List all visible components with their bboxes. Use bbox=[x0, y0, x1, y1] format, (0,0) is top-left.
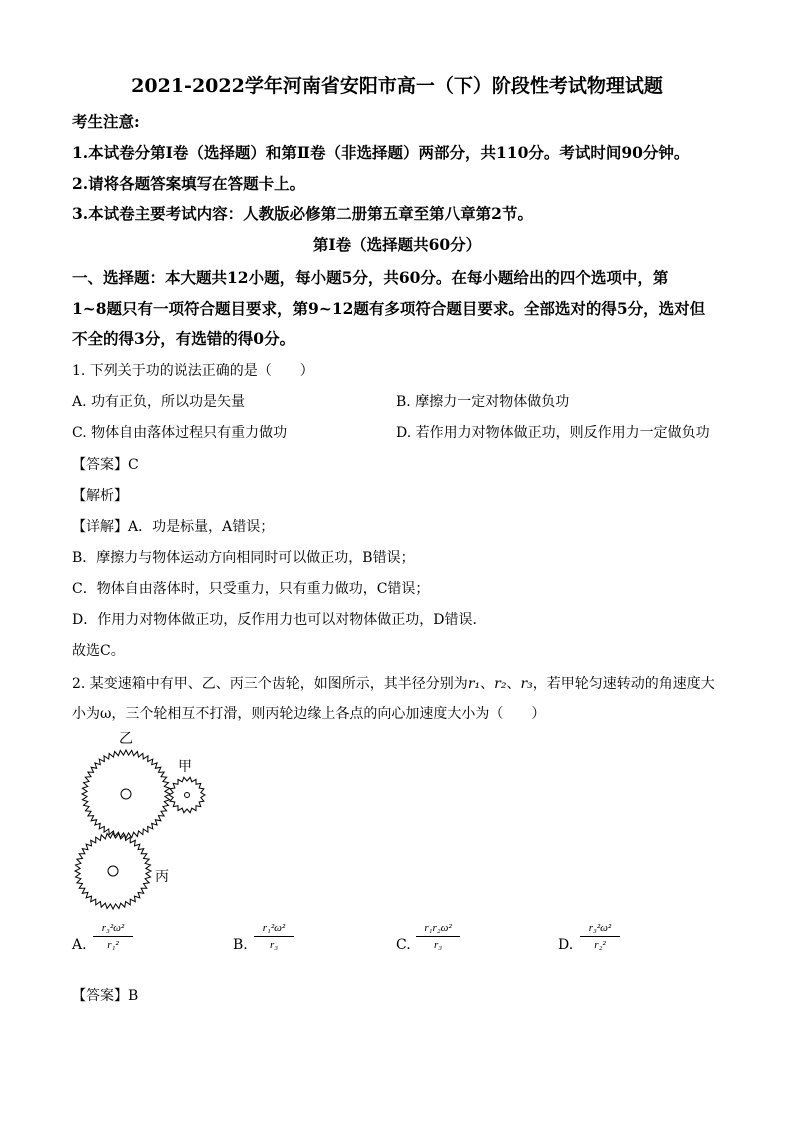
q2-option-c-fraction bbox=[416, 922, 460, 951]
q2-option-d-label: D. bbox=[558, 937, 574, 953]
section-title: 第Ⅰ卷（选择题共60分） bbox=[312, 235, 482, 254]
q1-option-d: D. 若作用力对物体做正功，则反作用力一定做负功 bbox=[396, 425, 710, 441]
gear-bing-hub bbox=[108, 866, 118, 876]
gear-label-bing: 丙 bbox=[155, 869, 169, 885]
q2-stem-line-2: 小为ω，三个轮相互不打滑，则丙轮边缘上各点的向心加速度大小为（ ） bbox=[72, 706, 546, 722]
section-instructions-line-1: 一、选择题：本大题共12小题，每小题5分，共60分。在每小题给出的四个选项中，第 bbox=[72, 268, 669, 287]
q1-option-c: C. 物体自由落体过程只有重力做功 bbox=[72, 425, 288, 441]
gear-yi-hub bbox=[121, 789, 131, 799]
q1-analysis: 【解析】 bbox=[72, 488, 128, 504]
notice-item-1: 1.本试卷分第Ⅰ卷（选择题）和第Ⅱ卷（非选择题）两部分，共110分。考试时间90分钟。 bbox=[72, 143, 690, 162]
q2-option-c-numerator: r₁r₂ω² bbox=[424, 922, 452, 934]
q2-sep-2: 、 bbox=[506, 676, 521, 692]
q2-r2: r₂ bbox=[494, 676, 507, 692]
fraction-bar bbox=[254, 936, 294, 937]
q1-detail-4: D．作用力对物体做正功，反作用力也可以对物体做正功，D错误． bbox=[72, 612, 487, 628]
q2-stem-part-b: ，若甲轮匀速转动的角速度大 bbox=[532, 676, 715, 692]
notice-heading: 考生注意: bbox=[72, 112, 140, 131]
q2-r3: r₃ bbox=[520, 676, 533, 692]
q1-answer: 【答案】C bbox=[72, 457, 139, 473]
gear-diagram bbox=[60, 728, 230, 918]
q2-option-d-fraction bbox=[580, 922, 620, 951]
q1-detail-2: B．摩擦力与物体运动方向相同时可以做正功，B错误； bbox=[72, 550, 415, 566]
q1-conclusion: 故选C。 bbox=[72, 643, 125, 659]
q2-sep-1: 、 bbox=[480, 676, 495, 692]
page-title: 2021-2022学年河南省安阳市高一（下）阶段性考试物理试题 bbox=[131, 75, 663, 97]
gear-jia-teeth bbox=[169, 777, 205, 812]
q1-detail-1: 【详解】A．功是标量，A错误； bbox=[72, 519, 275, 535]
q2-option-a-fraction bbox=[93, 922, 133, 951]
gear-jia-hub bbox=[185, 793, 190, 798]
q2-option-a-label: A. bbox=[72, 937, 87, 953]
fraction-bar bbox=[416, 936, 460, 937]
fraction-bar bbox=[580, 936, 620, 937]
q2-option-d-denominator: r₂² bbox=[594, 939, 606, 951]
section-instructions-line-2: 1~8题只有一项符合题目要求，第9~12题有多项符合题目要求。全部选对的得5分，选对但 bbox=[72, 299, 706, 318]
q2-option-b-fraction bbox=[254, 922, 294, 951]
q2-answer: 【答案】B bbox=[72, 988, 139, 1004]
q2-option-c-denominator: r₃ bbox=[433, 939, 443, 951]
notice-item-2: 2.请将各题答案填写在答题卡上。 bbox=[72, 174, 306, 193]
q2-option-a-numerator: r₃²ω² bbox=[101, 922, 125, 934]
section-instructions-line-3: 不全的得3分，有选错的得0分。 bbox=[72, 329, 296, 348]
gear-bing-teeth bbox=[75, 833, 151, 909]
q2-r1: r₁ bbox=[467, 676, 481, 692]
notice-item-3: 3.本试卷主要考试内容：人教版必修第二册第五章至第八章第2节。 bbox=[72, 204, 533, 223]
gear-yi-teeth bbox=[82, 750, 170, 838]
q2-stem-line-1 bbox=[72, 673, 715, 693]
q2-option-a-denominator: r₁² bbox=[107, 939, 119, 951]
fraction-bar bbox=[93, 936, 133, 937]
q2-option-c-label: C. bbox=[396, 937, 411, 953]
q2-option-b-denominator: r₃ bbox=[269, 939, 279, 951]
q2-option-b-label: B. bbox=[233, 937, 248, 953]
gear-label-yi: 乙 bbox=[119, 731, 133, 747]
q2-option-b-numerator: r₁²ω² bbox=[262, 922, 286, 934]
q2-option-d-numerator: r₃²ω² bbox=[588, 922, 612, 934]
q1-option-b: B. 摩擦力一定对物体做负功 bbox=[396, 394, 570, 410]
q1-detail-3: C．物体自由落体时，只受重力，只有重力做功，C错误； bbox=[72, 581, 430, 597]
gear-label-jia: 甲 bbox=[178, 759, 192, 775]
q1-stem: 1. 下列关于功的说法正确的是（ ） bbox=[72, 363, 314, 379]
q2-stem-part-a: 2. 某变速箱中有甲、乙、丙三个齿轮，如图所示，其半径分别为 bbox=[72, 676, 468, 692]
q1-option-a: A. 功有正负，所以功是矢量 bbox=[72, 394, 246, 410]
